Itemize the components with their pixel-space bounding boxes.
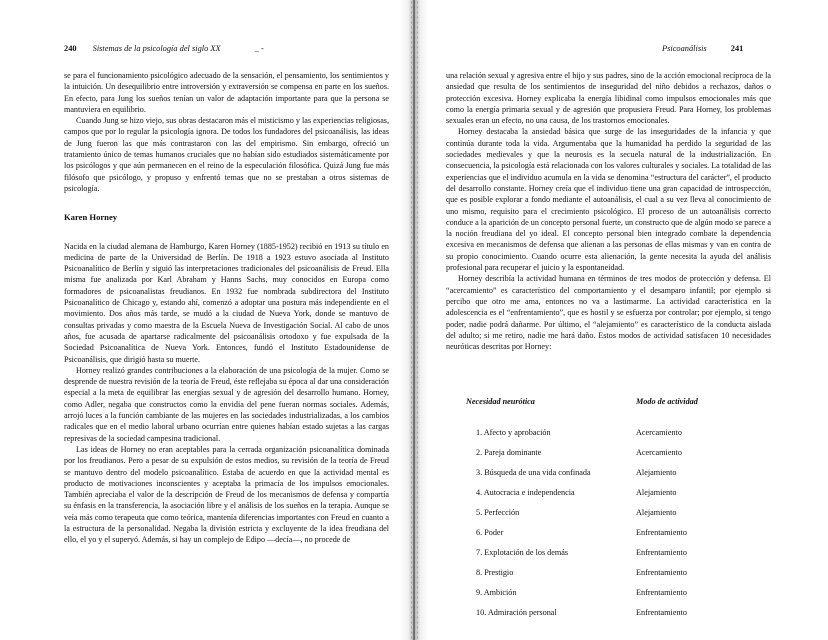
left-paragraph-4: Horney realizó grandes contribuciones a la elaboración de una psicología de la mujer. Como se desprende de nuestra revisión de la teoría de Freud, éste reflejaba su época al dar una consideración especial a la meta de equilibrar las energías sexual y de agresión del desarrollo humano. Horney, como Adler, negaba que constructos como la envidia del pene fueran normas sociales. Además, arrojó luces a la función cambiante de las mujeres en las sociedades industrializadas, a los cambios radicales que en el medio laboral urbano ocurrían entre quienes habían estado sujetas a las cargas represivas de la sociedad campesina tradicional. [64,365,389,443]
running-title-left: Sistemas de la psicología del siglo XX [92,44,221,53]
mode-cell: Alejamiento [636,487,677,497]
table-row [466,602,698,622]
table-row [466,582,698,602]
mode-cell: Enfrentamiento [636,607,687,617]
mode-cell: Enfrentamiento [636,567,687,577]
right-body [446,70,771,352]
need-cell: 7. Explotación de los demás [476,547,569,557]
need-cell: 1. Afecto y aprobación [476,427,551,437]
need-cell: 5. Perfección [476,507,520,517]
neurotic-needs-table [466,394,698,622]
section-heading: Karen Horney [64,212,118,223]
table-row [466,502,698,522]
running-title-right: Psicoanálisis [662,44,707,53]
mode-cell: Acercamiento [636,427,682,437]
right-paragraph-1: una relación sexual y agresiva entre el hijo y sus padres, sino de la acción emocional recíproca de la ansiedad que resulta de los sentimientos de inseguridad del niño debidos a rechazos, daños o protección excesiva. Horney explicaba la energía libidinal como impulsos emocionales más que como la energía primaria sexual y de agresión que propusiera Freud. Para Horney, los problemas sexuales eran un efecto, no una causa, de los trastornos emocionales. [446,71,771,126]
need-cell: 10. Admiración personal [476,607,557,617]
table-row [466,422,698,442]
left-paragraph-2: Cuando Jung se hizo viejo, sus obras destacaron más el misticismo y las experiencias religiosas, campos que por lo regular la psicología ignora. De todos los fundadores del psicoanálisis, las ideas de Jung fueron las que más contrastaron con las del empirismo. Sin embargo, ofreció un tratamiento único de temas humanos cruciales que no habían sido estudiados sistemáticamente por los psicólogos y que aún permanecen en el reino de la especulación filosófica. Quizá Jung fue más filósofo que psicólogo, y propuso y enfrentó temas que no se prestaban a otros sistemas de psicología. [64,116,389,193]
need-cell: 3. Búsqueda de una vida confinada [476,467,591,477]
table-row [466,522,698,542]
left-paragraph-3: Nacida en la ciudad alemana de Hamburgo, Karen Horney (1885-1952) recibió en 1913 su título en medicina de parte de la Universidad de Berlín. De 1918 a 1923 estuvo asociada al Instituto Psicoanalítico de Berlín y siguió las interpretaciones tradicionales del psicoanálisis de Freud. Ella misma fue analizada por Karl Abraham y Hanns Sachs, muy conocidos en Europa como formadores de psicoanalistas freudianos. En 1932 fue nombrada subdirectora del Instituto Psicoanalítico de Chicago y, estando ahí, comenzó a adoptar una postura más independiente en el movimiento. Dos años más tarde, se mudó a la ciudad de Nueva York, donde se mantuvo de consultas privadas y como maestra de la Escuela Nueva de Investigación Social. Al cabo de unos años, fue acusada de apartarse radicalmente del psicoanálisis ortodoxo y fue expulsada de la Sociedad Psicoanalítica de Nueva York. Entonces, fundó el Instituto Estadounidense de Psicoanálisis, que dirigió hasta su muerte. [64,241,389,364]
mode-cell: Alejamiento [636,467,677,477]
mode-cell: Enfrentamiento [636,587,687,597]
table-row [466,562,698,582]
table-row [466,462,698,482]
column-header-mode: Modo de actividad [636,396,698,406]
right-page [414,0,828,640]
table-row [466,442,698,462]
right-paragraph-3: Horney describía la actividad humana en términos de tres modos de protección y defensa. El “acercamiento” es característico del comportamiento y el desamparo infantil; por ejemplo si percibo que otro me ama, entonces no va a lastimarme. La actividad característica en la adolescencia es el “enfrentamiento”, que es hostil y se esfuerza por controlar; por ejemplo, si tengo poder, nadie podrá dañarme. Por último, el “alejamiento” es característico de la conducta aislada del adulto; si me retiro, nadie me hará daño. Estos modos de actividad satisfacen 10 necesidades neuróticas descritas por Horney: [446,274,771,352]
need-cell: 8. Prestigio [476,567,514,577]
left-paragraph-1: se para el funcionamiento psicológico adecuado de la sensación, el pensamiento, los sentimientos y la intuición. Un desequilibrio entre introversión y extraversión se compensa en parte en los sueños. En efecto, para Jung los sueños tenían un valor de adaptación importante para que la persona se mantuviera en equilibrio. [64,71,389,114]
header-mark: _ - [254,44,264,53]
table-row [466,482,698,502]
need-cell: 9. Ambición [476,587,517,597]
mode-cell: Alejamiento [636,507,677,517]
right-header [662,44,743,54]
need-cell: 6. Poder [476,527,504,537]
need-cell: 4. Autocracia e independencia [476,487,575,497]
mode-cell: Enfrentamiento [636,547,687,557]
page-number-right: 241 [730,44,744,53]
table-header-row [466,394,698,422]
left-body [64,70,389,546]
page-number-left: 240 [64,44,77,53]
table-row [466,542,698,562]
mode-cell: Acercamiento [636,447,682,457]
left-paragraph-5: Las ideas de Horney no eran aceptables para la cerrada organización psicoanalítica dominada por los freudianos. Pero a pesar de su expulsión de estos medios, su revisión de la teoría de Freud se mantuvo dentro del modelo psicoanalítico. Estaba de acuerdo en que la actividad mental es producto de motivaciones inconscientes y aceptaba la primacía de los impulsos emocionales. También apreciaba el valor de la descripción de Freud de los mecanismos de defensa y compartía su énfasis en la transferencia, la asociación libre y el análisis de los sueños en la terapia. Aunque se veía más como terapeuta que como teórica, mantenía diferencias importantes con Freud en cuanto a la estructura de la personalidad. Negaba la división estricta y excluyente de la idea freudiana del ello, el yo y el superyó. Además, si hay un complejo de Edipo —decía—, no procede de [64,444,389,545]
right-paragraph-2: Horney destacaba la ansiedad básica que surge de las inseguridades de la infancia y que continúa durante toda la vida. Argumentaba que la humanidad ha perdido la seguridad de las sociedades medievales y que la neurosis es la secuela natural de la industrialización. En consecuencia, la psicología está relacionada con los valores culturales y sociales. La totalidad de las experiencias que el individuo acumula en la vida se denomina “estructura del carácter”, el producto del desarrollo constante. Horney creía que el individuo tiene una gran capacidad de introspección, que es posible explorar a fondo mediante el autoanálisis, el cual a su vez lleva al conocimiento de uno mismo, requisito para el crecimiento psicológico. El proceso de un autoanálisis correcto conduce a la aparición de un concepto personal fuerte, un constructo que de algún modo se parece a la noción freudiana del yo ideal. El concepto personal bien integrado combate la dependencia excesiva en mecanismos de defensa que alienan a las personas de ellas mismas y van en contra de su propio conocimiento. Cuando ocurre esta alienación, la gente necesita la ayuda del análisis profesional para recuperar el juicio y la espontaneidad. [446,127,771,273]
left-header [64,44,264,54]
need-cell: 2. Pareja dominante [476,447,542,457]
column-header-need: Necesidad neurótica [466,396,535,406]
mode-cell: Enfrentamiento [636,527,687,537]
